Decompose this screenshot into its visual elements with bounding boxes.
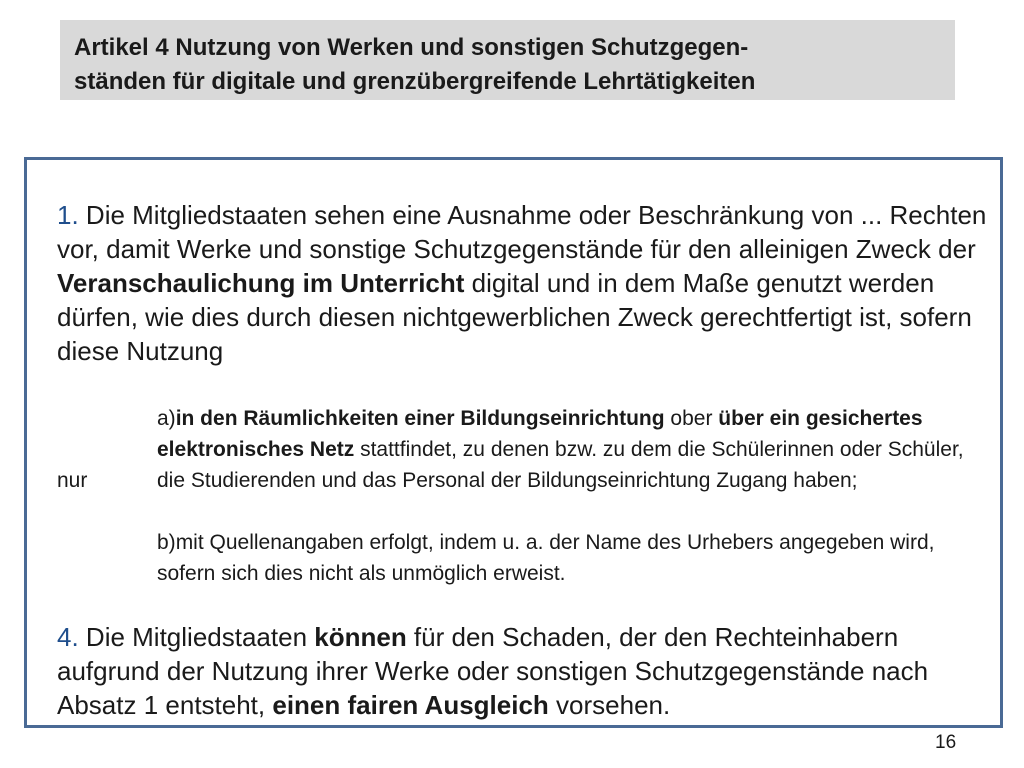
- paragraph-1-text-b: digital und in dem Maße genutzt werden dürfen, wie dies durch diesen nichtgewerblichen Zweck gerechtfertigt ist, sofern diese Nutzung: [57, 268, 972, 366]
- paragraph-4-text-3: vorsehen.: [548, 690, 671, 720]
- title-line-1: Artikel 4 Nutzung von Werken und sonstigen Schutzgegen-: [74, 34, 749, 61]
- paragraph-4-text-2: für den Schaden, der den Rechteinhabern aufgrund der Nutzung ihrer Werke oder sonstigen Schutzgegenstände nach Absatz 1 entsteht,: [57, 622, 929, 720]
- item-a-bold-2: über ein gesichertes elektronisches Netz: [157, 407, 923, 461]
- paragraph-1: [57, 198, 987, 368]
- nur-label: nur: [57, 469, 88, 492]
- paragraph-1-text-a: Die Mitgliedstaaten sehen eine Ausnahme oder Beschränkung von ... Rechten vor, damit Werke und sonstige Schutzgegenstände für den alleinigen Zweck der: [57, 200, 987, 264]
- paragraph-1-bold: Veranschaulichung im Unterricht: [57, 268, 465, 298]
- page-number: 16: [935, 732, 957, 753]
- title-line-2: ständen für digitale und grenzübergreifende Lehrtätigkeiten: [74, 68, 756, 95]
- paragraph-4-bold-1: können: [314, 622, 407, 652]
- content-box: [24, 157, 1003, 728]
- item-b-marker: b): [157, 531, 176, 554]
- paragraph-4: [57, 620, 987, 722]
- slide-title: [60, 20, 955, 100]
- item-a-bold-1: in den Räumlichkeiten einer Bildungseinrichtung: [175, 407, 665, 430]
- item-b: [157, 527, 987, 589]
- paragraph-4-number: 4.: [57, 622, 79, 652]
- item-a-marker: a): [157, 407, 176, 430]
- paragraph-4-text-1: Die Mitgliedstaaten: [78, 622, 315, 652]
- paragraph-1-number: 1.: [57, 200, 79, 230]
- item-a: [157, 403, 987, 496]
- item-a-mid: ober: [664, 407, 719, 430]
- item-b-text: mit Quellenangaben erfolgt, indem u. a. der Name des Urhebers angegeben wird, sofern sich dies nicht als unmöglich erweist.: [157, 531, 935, 585]
- paragraph-4-bold-2: einen fairen Ausgleich: [272, 690, 549, 720]
- item-a-rest: stattfindet, zu denen bzw. zu dem die Schülerinnen oder Schüler, die Studierenden und das Personal der Bildungseinrichtung Zugang haben;: [157, 438, 964, 492]
